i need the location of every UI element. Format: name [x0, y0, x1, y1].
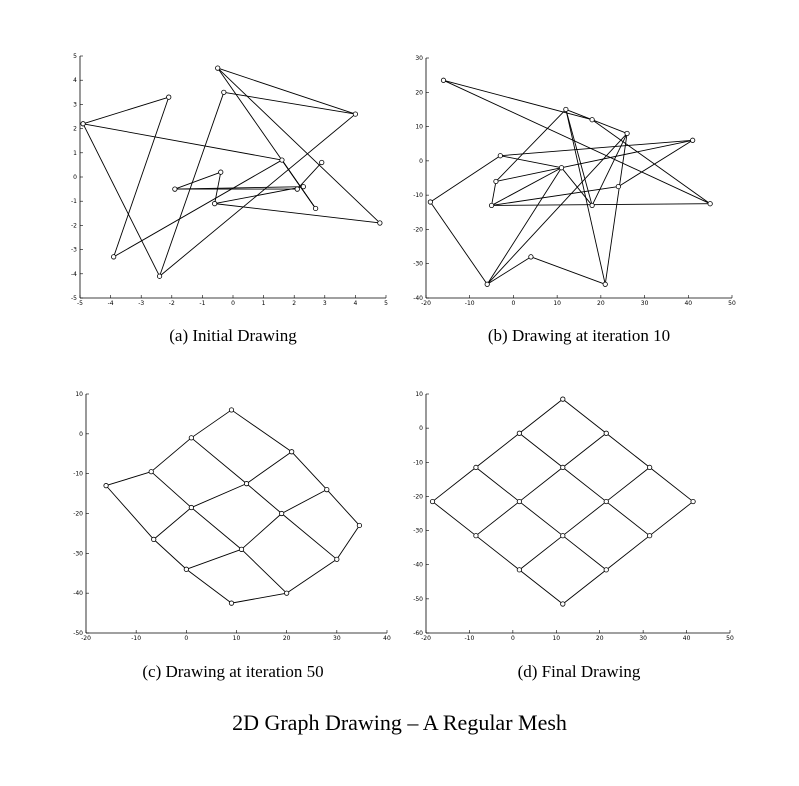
panel-b-y-tick-label: -40	[413, 295, 423, 302]
panel-a-graph-node	[212, 201, 216, 205]
panel-c-y-tick-label: -40	[73, 590, 83, 598]
panel-d-y-tick-label: 10	[415, 391, 423, 398]
panel-d-graph-node	[647, 533, 651, 537]
panel-a-y-tick-label: 1	[73, 149, 77, 157]
panel-b-graph-edge	[531, 257, 605, 284]
panel-d-graph-edge	[519, 536, 562, 570]
panel-c-x-tick-label: 40	[383, 635, 391, 642]
panel-c-graph-node	[357, 523, 361, 527]
panel-c-x-tick-label: 10	[232, 635, 241, 642]
panel-b-graph-edge	[487, 133, 627, 284]
panel-a-graph-edge	[282, 160, 316, 208]
panel-c-graph-node	[335, 557, 339, 561]
panel-b-graph-edge	[430, 156, 500, 202]
panel-c-y-tick-label: -10	[73, 470, 83, 478]
panel-d-y-tick-label: -40	[413, 561, 423, 569]
panel-b-graph-node	[428, 200, 432, 204]
panel-d-graph-node	[604, 431, 608, 435]
panel-d-x-tick-label: 50	[726, 635, 734, 642]
panel-b-y-tick-label: 0	[419, 157, 423, 165]
panel-d-x-tick-label: 30	[639, 635, 647, 642]
panel-a-y-tick-label: -3	[71, 246, 77, 254]
panel-c-graph-node	[229, 408, 233, 412]
panel-d-graph-edge	[433, 502, 476, 536]
panel-d-x-tick-label: 40	[682, 635, 691, 642]
panel-a-graph-node	[216, 66, 220, 70]
panel-a-y-tick-label: 0	[73, 174, 77, 181]
panel-c-graph-node	[229, 601, 233, 605]
panel-d-graph-node	[517, 431, 521, 435]
panel-c-graph-edge	[231, 593, 286, 603]
panel-a-graph-node	[280, 158, 284, 162]
panel-b-graph-edge	[492, 204, 711, 206]
panel-d-graph-node	[474, 533, 478, 537]
panel-c-y-tick-label: 0	[79, 430, 83, 438]
panel-b-y-tick-label: -20	[413, 226, 423, 234]
panel-c-graph-node	[189, 436, 193, 440]
panel-c-x-tick-label: 20	[282, 635, 291, 642]
panel-d-graph-edge	[650, 467, 693, 501]
panel-a-graph-node	[313, 206, 317, 210]
panel-d-graph-node	[647, 465, 651, 469]
panel-a-y-tick-label: -1	[71, 198, 77, 206]
panel-c-graph-edge	[154, 539, 187, 569]
panel-a-graph-edge	[297, 162, 321, 189]
panel-b-y-tick-label: 10	[415, 123, 423, 131]
panel-d-graph-edge	[476, 433, 519, 467]
panel-d-graph-edge	[606, 467, 649, 501]
panel-a-graph-node	[81, 122, 85, 126]
panel-a-y-tick-label: -5	[71, 295, 77, 302]
panel-b-plot	[413, 55, 736, 307]
panel-b-graph-node	[441, 78, 445, 82]
panel-c-graph-edge	[287, 559, 337, 593]
panel-a-y-tick-label: -4	[71, 270, 77, 278]
panel-c-graph-edge	[282, 490, 327, 514]
panel-b-graph-node	[590, 203, 594, 207]
panel-a-graph-edge	[215, 204, 380, 223]
panel-a-x-tick-label: -4	[107, 300, 114, 307]
panel-c-graph-edge	[106, 486, 154, 540]
panel-d-graph-edge	[519, 399, 562, 433]
panel-b-graph-edge	[592, 120, 710, 204]
panel-c-graph-edge	[106, 472, 151, 486]
panel-c-graph-edge	[151, 438, 191, 472]
panel-a-x-tick-label: -5	[77, 300, 83, 307]
panel-d-graph-node	[561, 465, 565, 469]
panel-d-caption: (d) Final Drawing	[517, 662, 641, 681]
panel-b-graph-edge	[492, 181, 496, 205]
panel-c-graph-edge	[327, 490, 360, 526]
panel-d-graph-node	[517, 568, 521, 572]
panel-d-x-tick-label: 10	[552, 635, 561, 642]
panel-b-x-tick-label: 10	[553, 300, 561, 307]
panel-a-graph-edge	[83, 124, 282, 160]
panel-b-graph-node	[498, 154, 502, 158]
panel-a-graph-node	[157, 274, 161, 278]
panel-d-graph-node	[691, 499, 695, 503]
panel-c-graph-edge	[247, 484, 282, 514]
panel-c-graph-node	[279, 511, 283, 515]
panel-b-graph-node	[494, 179, 498, 183]
panel-c-graph-edge	[292, 452, 327, 490]
panel-b-x-tick-label: 30	[640, 300, 649, 307]
panel-b-x-tick-label: -20	[421, 300, 431, 307]
panel-c-graph-edge	[191, 508, 241, 550]
panel-c-graph-node	[244, 481, 248, 485]
panel-d-graph-node	[561, 533, 565, 537]
panel-d-y-tick-label: -60	[413, 630, 423, 637]
panel-b-graph-edge	[500, 140, 692, 155]
panel-b-y-tick-label: -30	[413, 260, 423, 268]
panel-d-graph-edge	[519, 502, 562, 536]
panel-a-graph-node	[219, 170, 223, 174]
panel-b-y-tick-label: 30	[415, 55, 423, 62]
panel-b-graph-node	[708, 202, 712, 206]
panel-a-x-tick-label: -3	[138, 300, 145, 307]
panel-b-graph-edge	[618, 140, 692, 186]
panel-b-graph-edge	[487, 168, 561, 285]
panel-a-graph-edge	[83, 97, 169, 124]
panel-c-graph-edge	[247, 452, 292, 484]
panel-c-graph-node	[149, 469, 153, 473]
panel-c-graph-edge	[191, 438, 246, 484]
panel-c-caption: (c) Drawing at iteration 50	[142, 662, 324, 681]
panel-a-graph-node	[301, 184, 305, 188]
panel-d-graph-node	[561, 397, 565, 401]
panel-c-x-tick-label: 30	[333, 635, 341, 642]
panel-a-graph-edge	[224, 92, 356, 114]
panel-c-x-tick-label: 0	[184, 635, 189, 642]
panel-d-y-tick-label: -30	[413, 527, 423, 535]
panel-c-graph-node	[284, 591, 288, 595]
panel-b-graph-node	[485, 282, 489, 286]
panel-d-graph-edge	[563, 399, 606, 433]
panel-d-graph-edge	[563, 467, 606, 501]
panel-a-y-tick-label: 4	[73, 77, 77, 85]
panel-d-graph-edge	[476, 502, 519, 536]
panel-d-x-tick-label: -10	[464, 635, 475, 642]
panel-d-graph-edge	[563, 570, 606, 604]
panel-d-graph-edge	[606, 536, 649, 570]
panel-a-x-tick-label: -1	[199, 300, 206, 307]
panel-a-x-tick-label: 1	[261, 300, 266, 307]
panel-c-graph-node	[189, 505, 193, 509]
panel-a-x-tick-label: 0	[231, 300, 235, 307]
panel-c-y-tick-label: 10	[75, 391, 83, 398]
panel-b-graph-edge	[492, 187, 619, 206]
panel-a-graph-edge	[83, 124, 160, 276]
panel-c-graph-edge	[337, 525, 360, 559]
panel-d-graph-edge	[563, 502, 606, 536]
panel-a-graph-edge	[218, 68, 380, 223]
panel-d-x-tick-label: 20	[595, 635, 604, 642]
panel-b-x-tick-label: 0	[511, 300, 516, 307]
panel-c-graph-node	[239, 547, 243, 551]
panel-a-y-tick-label: 3	[73, 101, 77, 109]
panel-d-graph-node	[474, 465, 478, 469]
panel-c-graph-edge	[186, 569, 231, 603]
panel-c-graph-node	[152, 537, 156, 541]
panel-b-y-tick-label: -10	[413, 192, 423, 200]
panel-a-graph-node	[378, 221, 382, 225]
panel-b-graph-edge	[566, 109, 627, 133]
panel-d-x-tick-label: -20	[421, 635, 431, 642]
panel-c-plot	[73, 391, 391, 642]
panel-a-x-tick-label: 4	[353, 300, 358, 307]
panel-b-graph-node	[529, 255, 533, 259]
panel-b-x-tick-label: -10	[464, 300, 475, 307]
panel-d-graph-edge	[563, 433, 606, 467]
panel-a-graph-edge	[175, 172, 221, 189]
panel-d-y-tick-label: -20	[413, 493, 423, 501]
panel-c-graph-edge	[191, 410, 231, 438]
panel-b-graph-node	[590, 118, 594, 122]
panel-a-graph-node	[222, 90, 226, 94]
panel-d-graph-edge	[519, 570, 562, 604]
panel-b-graph-edge	[566, 109, 605, 284]
panel-d-y-tick-label: 0	[419, 425, 423, 433]
panel-a-graph-node	[295, 187, 299, 191]
panel-d-graph-node	[604, 499, 608, 503]
panel-d-graph-edge	[519, 433, 562, 467]
panel-b-graph-edge	[430, 202, 487, 284]
panel-a-graph-node	[111, 255, 115, 259]
panel-c-graph-edge	[231, 410, 291, 452]
panel-a-x-tick-label: -2	[168, 300, 175, 307]
panel-c-graph-edge	[191, 484, 246, 508]
panel-b-graph-node	[489, 203, 493, 207]
panel-c-y-tick-label: -30	[73, 550, 83, 558]
panel-a-x-tick-label: 3	[322, 300, 327, 307]
panel-c-graph-edge	[242, 514, 282, 550]
panel-b-graph-edge	[492, 168, 562, 206]
panel-d-graph-node	[561, 602, 565, 606]
panel-b-caption: (b) Drawing at iteration 10	[487, 326, 671, 345]
panel-d-y-tick-label: -50	[413, 595, 423, 603]
panel-d-graph-node	[430, 499, 434, 503]
panel-b-graph-node	[690, 138, 694, 142]
panel-d-graph-edge	[433, 467, 476, 501]
panel-c-y-tick-label: -20	[73, 510, 83, 518]
panel-c-graph-node	[104, 483, 108, 487]
panel-c-graph-edge	[186, 549, 241, 569]
panel-d-plot	[413, 391, 734, 642]
panel-d-graph-node	[604, 568, 608, 572]
panel-a-x-tick-label: 2	[292, 300, 297, 307]
panel-d-graph-edge	[476, 536, 519, 570]
panel-a-y-tick-label: 5	[73, 53, 77, 60]
panel-d-graph-edge	[650, 502, 693, 536]
panel-a-y-tick-label: 2	[73, 125, 77, 133]
panel-c-graph-edge	[151, 472, 191, 508]
panel-c-graph-node	[325, 487, 329, 491]
panel-a-graph-node	[173, 187, 177, 191]
panel-a-caption: (a) Initial Drawing	[169, 326, 297, 345]
panel-b-x-tick-label: 40	[684, 300, 693, 307]
panel-d-graph-edge	[476, 467, 519, 501]
panel-b-graph-node	[564, 107, 568, 111]
panel-d-graph-edge	[563, 536, 606, 570]
panel-d-graph-edge	[606, 502, 649, 536]
panel-d-graph-edge	[606, 433, 649, 467]
panel-b-x-tick-label: 20	[597, 300, 605, 307]
panel-c-y-tick-label: -50	[73, 630, 83, 637]
panel-b-x-tick-label: 50	[728, 300, 736, 307]
panel-b-graph-edge	[500, 156, 561, 168]
panel-b-graph-node	[559, 166, 563, 170]
panel-a-graph-node	[167, 95, 171, 99]
panel-c-x-tick-label: -20	[81, 635, 91, 642]
panel-a-graph-edge	[114, 97, 169, 257]
panel-a-plot	[71, 53, 388, 307]
panel-d-y-tick-label: -10	[413, 459, 423, 467]
panel-c-graph-edge	[282, 514, 337, 560]
panel-b-graph-edge	[443, 80, 592, 119]
panel-b-graph-node	[603, 282, 607, 286]
panel-a-graph-node	[353, 112, 357, 116]
figure-title: 2D Graph Drawing – A Regular Mesh	[232, 710, 567, 735]
panel-a-graph-edge	[160, 92, 224, 276]
panel-d-x-tick-label: 0	[510, 635, 515, 642]
panel-a-graph-node	[320, 160, 324, 164]
panel-c-graph-node	[184, 567, 188, 571]
panel-d-graph-node	[517, 499, 521, 503]
panel-a-y-tick-label: -2	[71, 222, 77, 230]
panel-c-x-tick-label: -10	[131, 635, 142, 642]
panel-b-graph-node	[616, 184, 620, 188]
panel-a-graph-edge	[218, 68, 356, 114]
panel-b-graph-node	[625, 131, 629, 135]
panel-a-x-tick-label: 5	[384, 300, 388, 307]
panel-c-graph-edge	[242, 549, 287, 593]
panel-c-graph-edge	[154, 508, 192, 540]
panel-b-y-tick-label: 20	[415, 89, 423, 97]
panel-c-graph-node	[289, 450, 293, 454]
panel-d-graph-edge	[519, 467, 562, 501]
